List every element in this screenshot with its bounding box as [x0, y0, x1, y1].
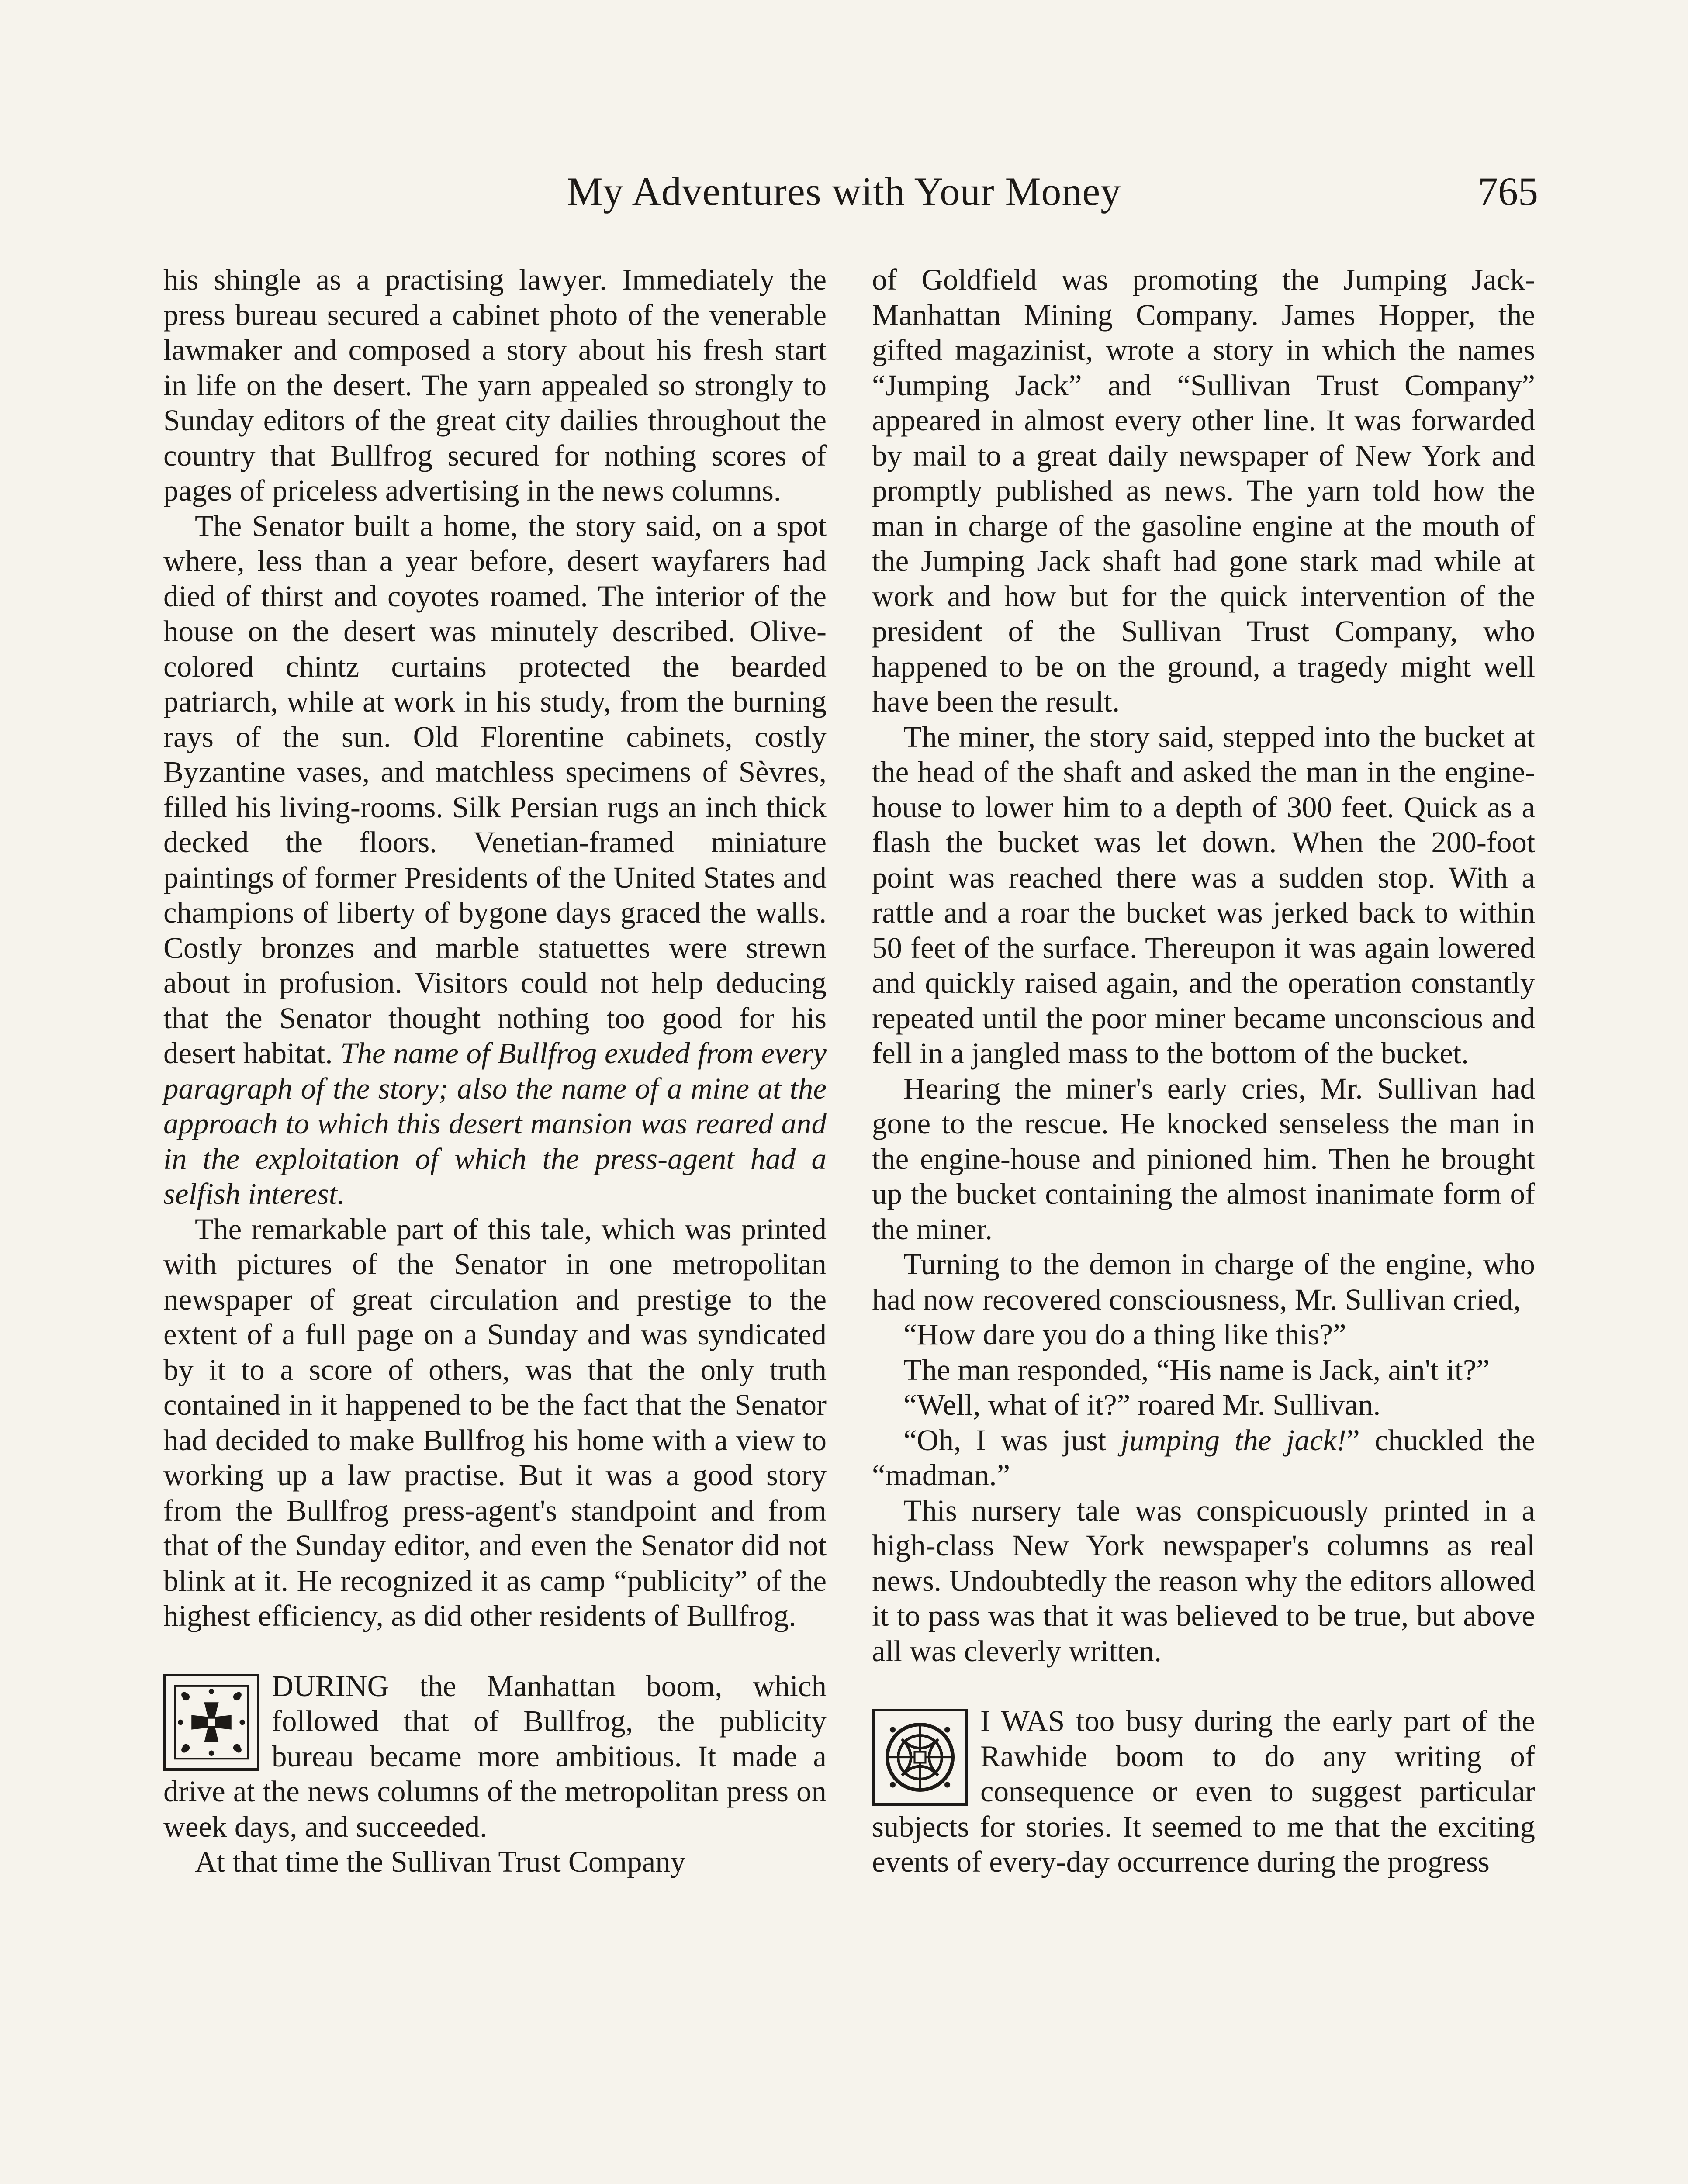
paragraph: At that time the Sullivan Trust Company [195, 1845, 686, 1878]
running-title: My Adventures with Your Money [567, 169, 1121, 214]
jack-line-after: ” chuckled the “madman.” [872, 1423, 1535, 1492]
senator-paragraph [163, 508, 827, 1212]
section-lead-paragraph: I WAS too busy during the early part of the Rawhide boom to do any writing of consequence or even to suggest particular subjects for stories. It seemed to me that the exciting events of every-day occurrence during the progress [872, 1704, 1535, 1878]
cross-ornament-svg [166, 1676, 257, 1768]
right-column [872, 262, 1535, 1880]
senator-paragraph-text: The Senator built a home, the story said, on a spot where, less than a year before, desert wayfarers had died of thirst and coyotes roamed. The interior of the house on the desert was minutely described. Olive-colored chintz curtains protected the bearded patriarch, while at work in his study, from the burning rays of the sun. Old Florentine cabinets, costly Byzantine vases, and matchless specimens of Sèvres, filled his living-rooms. Silk Persian rugs an inch thick decked the floors. Venetian-framed miniature paintings of former Presidents of the United States and champions of liberty of bygone days graced the walls. Costly bronzes and marble statuettes were strewn about in profusion. Visitors could not help deducing that the Senator thought nothing too good for his desert habitat. [163, 509, 827, 1070]
italic-passage: The name of Bullfrog exuded from every paragraph of the story; also the name of a mine at the approach to which this desert mansion was reared and in the exploitation of which the press-agent had a selfish interest. [163, 1037, 827, 1210]
knot-ornament-icon [872, 1709, 968, 1806]
page-number: 765 [1478, 169, 1538, 214]
dialogue-line: The man responded, “His name is Jack, ain't it?” [903, 1353, 1490, 1386]
dialogue-line: “How dare you do a thing like this?” [903, 1318, 1346, 1351]
paragraph: This nursery tale was conspicuously printed in a high-class New York newspaper's columns as real news. Undoubtedly the reason why the editors allowed it to pass was that it was believed to be true, but above all was cleverly written. [872, 1493, 1535, 1668]
section-lead-paragraph: DURING the Manhattan boom, which followed that of Bullfrog, the publicity bureau became more ambitious. It made a drive at the news columns of the metropolitan press on week days, and succeeded. [163, 1669, 827, 1843]
paragraph: Turning to the demon in charge of the engine, who had now recovered consciousness, Mr. Sullivan cried, [872, 1248, 1535, 1316]
paragraph: of Goldfield was promoting the Jumping Jack-Manhattan Mining Company. James Hopper, the gifted magazinist, wrote a story in which the names “Jumping Jack” and “Sullivan Trust Company” appeared in almost every other line. It was forwarded by mail to a great daily newspaper of New York and promptly published as news. The yarn told how the man in charge of the gasoline engine at the mouth of the Jumping Jack shaft had gone stark mad while at work and how but for the quick intervention of the president of the Sullivan Trust Company, who happened to be on the ground, a tragedy might well have been the result. [872, 263, 1535, 718]
jack-line-before: “Oh, I was just [903, 1423, 1121, 1457]
paragraph: The remarkable part of this tale, which was printed with pictures of the Senator in one metropolitan newspaper of great circulation and prestige to the extent of a full page on a Sunday and was syndicated by it to a score of others, was that the only truth contained in it happened to be the fact that the Senator had decided to make Bullfrog his home with a view to working up a law practise. But it was a good story from the Bullfrog press-agent's standpoint and from that of the Sunday editor, and even the Senator did not blink at it. He recognized it as camp “publicity” of the highest efficiency, as did other residents of Bullfrog. [163, 1212, 827, 1632]
section-break [872, 1704, 1535, 1880]
dialogue-line [872, 1423, 1535, 1493]
paragraph: The miner, the story said, stepped into the bucket at the head of the shaft and asked the man in the engine-house to lower him to a depth of 300 feet. Quick as a flash the bucket was let down. When the 200-foot point was reached there was a sudden stop. With a rattle and a roar the bucket was jerked back to within 50 feet of the surface. Thereupon it was again lowered and quickly raised again, and the operation constantly repeated until the poor miner became unconscious and fell in a jangled mass to the bottom of the bucket. [872, 720, 1535, 1070]
paragraph: his shingle as a practising lawyer. Immediately the press bureau secured a cabinet photo of the venerable lawmaker and composed a story about his fresh start in life on the desert. The yarn appealed so strongly to Sunday editors of the great city dailies throughout the country that Bullfrog secured for nothing scores of pages of priceless advertising in the news columns. [163, 263, 827, 507]
jack-line-italic: jumping the jack! [1121, 1423, 1347, 1457]
dialogue-line: “Well, what of it?” roared Mr. Sullivan. [903, 1388, 1381, 1421]
knot-ornament-svg [875, 1711, 965, 1803]
cross-ornament-icon [163, 1674, 259, 1771]
section-break [163, 1669, 827, 1880]
left-column [163, 262, 827, 1880]
paragraph: Hearing the miner's early cries, Mr. Sullivan had gone to the rescue. He knocked senseless the man in the engine-house and pinioned him. Then he brought up the bucket containing the almost inanimate form of the miner. [872, 1071, 1535, 1246]
